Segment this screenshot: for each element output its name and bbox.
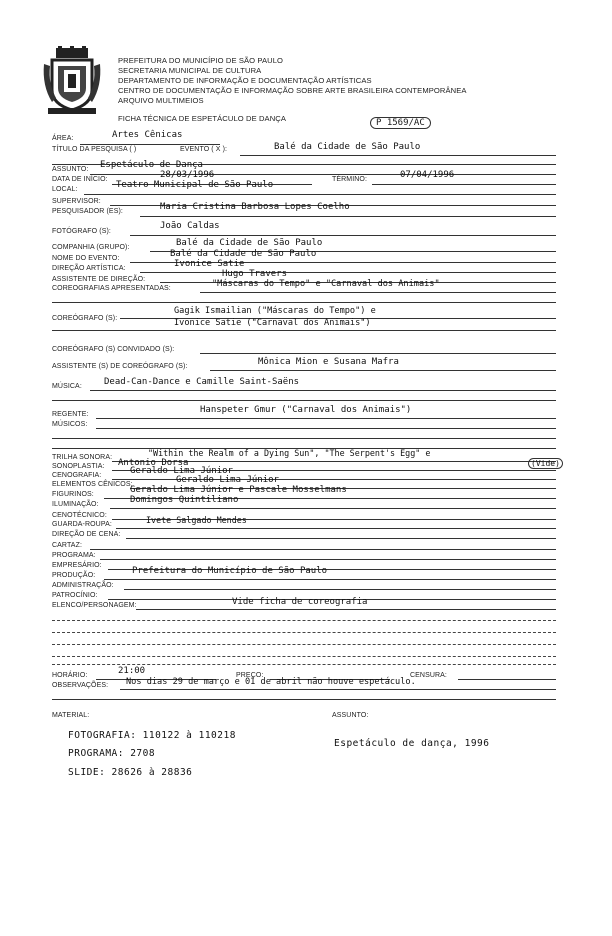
elenco-label: ELENCO/PERSONAGEM: — [52, 602, 137, 609]
header-line-1: PREFEITURA DO MUNICÍPIO DE SÃO PAULO — [118, 56, 284, 65]
cenotecnico-label: CENOTÉCNICO: — [52, 512, 107, 519]
termino-label: TÉRMINO: — [332, 176, 368, 183]
stamp-code: P 1569/AC — [370, 117, 431, 129]
elenco-row-1 — [52, 620, 556, 621]
coreografias-line — [200, 292, 556, 293]
data-inicio-label: DATA DE INÍCIO: — [52, 176, 108, 183]
elenco-line — [136, 609, 556, 610]
assunto2-label: ASSUNTO: — [332, 712, 369, 719]
elenco-row-3 — [52, 644, 556, 645]
evento-label: EVENTO ( X ): — [180, 146, 228, 153]
coreografos-convidados-line — [200, 353, 556, 354]
musicos-extra-line-1 — [52, 438, 556, 439]
observacoes-label: OBSERVAÇÕES: — [52, 682, 109, 689]
elenco-value: Vide ficha de coreografia — [232, 597, 368, 607]
header-line-4: CENTRO DE DOCUMENTAÇÃO E INFORMAÇÃO SOBRE ARTE BRASILEIRA CONTEMPORÂNEA — [118, 86, 467, 95]
elenco-row-4 — [52, 656, 556, 657]
assistente-coreografo-value: Mônica Mion e Susana Mafra — [258, 357, 399, 367]
pesquisador-line — [140, 216, 556, 217]
evento-value: Balé da Cidade de São Paulo — [274, 142, 421, 152]
local-value: Teatro Municipal de São Paulo — [116, 180, 274, 190]
cenografia-value: Geraldo Lima Júnior — [130, 466, 233, 476]
musicos-line — [96, 428, 556, 429]
elementos-value: Geraldo Lima Júnior — [176, 475, 279, 485]
programa-line — [100, 559, 556, 560]
patrocinio-label: PATROCÍNIO: — [52, 592, 98, 599]
coreografias-label: COREOGRAFIAS APRESENTADAS: — [52, 285, 171, 292]
material-programa: PROGRAMA: 2708 — [68, 748, 156, 759]
administracao-label: ADMINISTRAÇÃO: — [52, 582, 114, 589]
direcao-cena-label: DIREÇÃO DE CENA: — [52, 531, 121, 538]
direcao-artistica-value: Ivonice Satie — [174, 259, 245, 269]
cartaz-label: CARTAZ: — [52, 542, 82, 549]
elenco-row-5 — [52, 664, 556, 665]
companhia-value: Balé da Cidade de São Paulo — [176, 238, 323, 248]
assunto-value: Espetáculo de Dança — [100, 160, 203, 170]
coreografias-extra-line — [52, 302, 556, 303]
trilha-value-2: (Vide) — [528, 458, 563, 469]
horario-value: 21:00 — [118, 666, 146, 676]
empresario-label: EMPRESÁRIO: — [52, 562, 102, 569]
observacoes-line — [120, 689, 556, 690]
companhia-label: COMPANHIA (GRUPO): — [52, 244, 130, 251]
guarda-roupa-value: Ivete Salgado Mendes — [146, 515, 247, 525]
horario-label: HORÁRIO: — [52, 672, 88, 679]
local-label: LOCAL: — [52, 186, 78, 193]
sonoplastia-value: Antonio Dorsa — [118, 458, 189, 468]
area-value: Artes Cênicas — [112, 130, 183, 140]
material-fotografia: FOTOGRAFIA: 110122 à 110218 — [68, 730, 236, 741]
censura-label: CENSURA: — [410, 672, 447, 679]
termino-line — [372, 184, 556, 185]
supervisor-label: SUPERVISOR: — [52, 198, 101, 205]
header-line-2: SECRETARIA MUNICIPAL DE CULTURA — [118, 66, 262, 75]
administracao-line — [124, 589, 556, 590]
assistente-direcao-value: Hugo Travers — [222, 269, 288, 279]
musica-line — [90, 390, 556, 391]
assunto-label: ASSUNTO: — [52, 166, 89, 173]
guarda-roupa-line — [116, 528, 556, 529]
iluminacao-value: Domingos Quintiliano — [130, 495, 239, 505]
coreografo-value-2: Ivonice Satie ("Carnaval dos Animais") — [174, 318, 371, 328]
trilha-value: "Within the Realm of a Dying Sun", "The Serpent's Egg" e — [148, 448, 431, 458]
assistente-coreografo-label: ASSISTENTE (S) DE COREÓGRAFO (S): — [52, 363, 188, 370]
fotografo-line — [130, 235, 556, 236]
programa-label: PROGRAMA: — [52, 552, 96, 559]
musica-value: Dead-Can-Dance e Camille Saint-Saëns — [104, 377, 300, 387]
musicos-label: MÚSICOS: — [52, 421, 88, 428]
iluminacao-label: ILUMINAÇÃO: — [52, 501, 99, 508]
regente-value: Hanspeter Gmur ("Carnaval dos Animais") — [200, 405, 412, 415]
elementos-label: ELEMENTOS CÊNICOS: — [52, 481, 133, 488]
evento-line — [240, 155, 556, 156]
direcao-artistica-line — [140, 272, 556, 273]
area-label: ÁREA: — [52, 135, 74, 142]
producao-value: Prefeitura do Município de São Paulo — [132, 566, 328, 576]
header-line-3: DEPARTAMENTO DE INFORMAÇÃO E DOCUMENTAÇÃO ARTÍSTICAS — [118, 76, 372, 85]
observacoes-value: Nos dias 29 de março e 01 de abril não houve espetáculo. — [126, 677, 416, 687]
termino-value: 07/04/1996 — [400, 170, 455, 180]
cartaz-line — [90, 549, 556, 550]
musica-label: MÚSICA: — [52, 383, 82, 390]
producao-label: PRODUÇÃO: — [52, 572, 96, 579]
fotografo-value: João Caldas — [160, 221, 220, 231]
coreografo-line-2 — [52, 330, 556, 331]
coreografos-convidados-label: COREÓGRAFO (S) CONVIDADO (S): — [52, 346, 175, 353]
elenco-row-2 — [52, 632, 556, 633]
assistente-coreografo-line — [210, 370, 556, 371]
coat-of-arms-logo — [42, 46, 102, 116]
coreografo-label: COREÓGRAFO (S): — [52, 315, 118, 322]
direcao-cena-line — [126, 538, 556, 539]
cenografia-label: CENOGRAFIA: — [52, 472, 102, 479]
nome-evento-value: Balé da Cidade de São Paulo — [170, 249, 317, 259]
coreografo-value-1: Gagik Ismailian ("Máscaras do Tempo") e — [174, 306, 376, 316]
material-label: MATERIAL: — [52, 712, 90, 719]
direcao-artistica-label: DIREÇÃO ARTÍSTICA: — [52, 265, 126, 272]
pesquisador-value: Maria Cristina Barbosa Lopes Coelho — [160, 202, 350, 212]
titulo-label: TÍTULO DA PESQUISA ( ) — [52, 146, 137, 153]
assistente-direcao-label: ASSISTENTE DE DIREÇÃO: — [52, 276, 146, 283]
iluminacao-line — [110, 508, 556, 509]
fotografo-label: FOTÓGRAFO (S): — [52, 228, 111, 235]
regente-line — [96, 418, 556, 419]
figurinos-value: Geraldo Lima Júnior e Pascale Mosselmans — [130, 485, 347, 495]
coreografias-value: "Máscaras do Tempo" e "Carnaval dos Animais" — [212, 279, 440, 289]
guarda-roupa-label: GUARDA-ROUPA: — [52, 521, 112, 528]
header-line-5: ARQUIVO MULTIMEIOS — [118, 96, 204, 105]
nome-evento-label: NOME DO EVENTO: — [52, 255, 120, 262]
pesquisador-label: PESQUISADOR (ES): — [52, 208, 123, 215]
producao-line — [104, 579, 556, 580]
observacoes-extra-line — [52, 699, 556, 700]
trilha-label: TRILHA SONORA: — [52, 454, 113, 461]
musica-extra-line — [52, 400, 556, 401]
assunto-bottom-value: Espetáculo de dança, 1996 — [334, 738, 490, 749]
data-inicio-value: 28/03/1996 — [160, 170, 215, 180]
material-slide: SLIDE: 28626 à 28836 — [68, 767, 193, 778]
area-line — [80, 144, 220, 145]
regente-label: REGENTE: — [52, 411, 89, 418]
preco-label: PREÇO: — [236, 672, 264, 679]
form-title: FICHA TÉCNICA DE ESPETÁCULO DE DANÇA — [118, 114, 287, 123]
censura-line — [458, 679, 556, 680]
local-line — [84, 194, 556, 195]
sonoplastia-label: SONOPLASTIA: — [52, 463, 105, 470]
figurinos-label: FIGURINOS: — [52, 491, 94, 498]
